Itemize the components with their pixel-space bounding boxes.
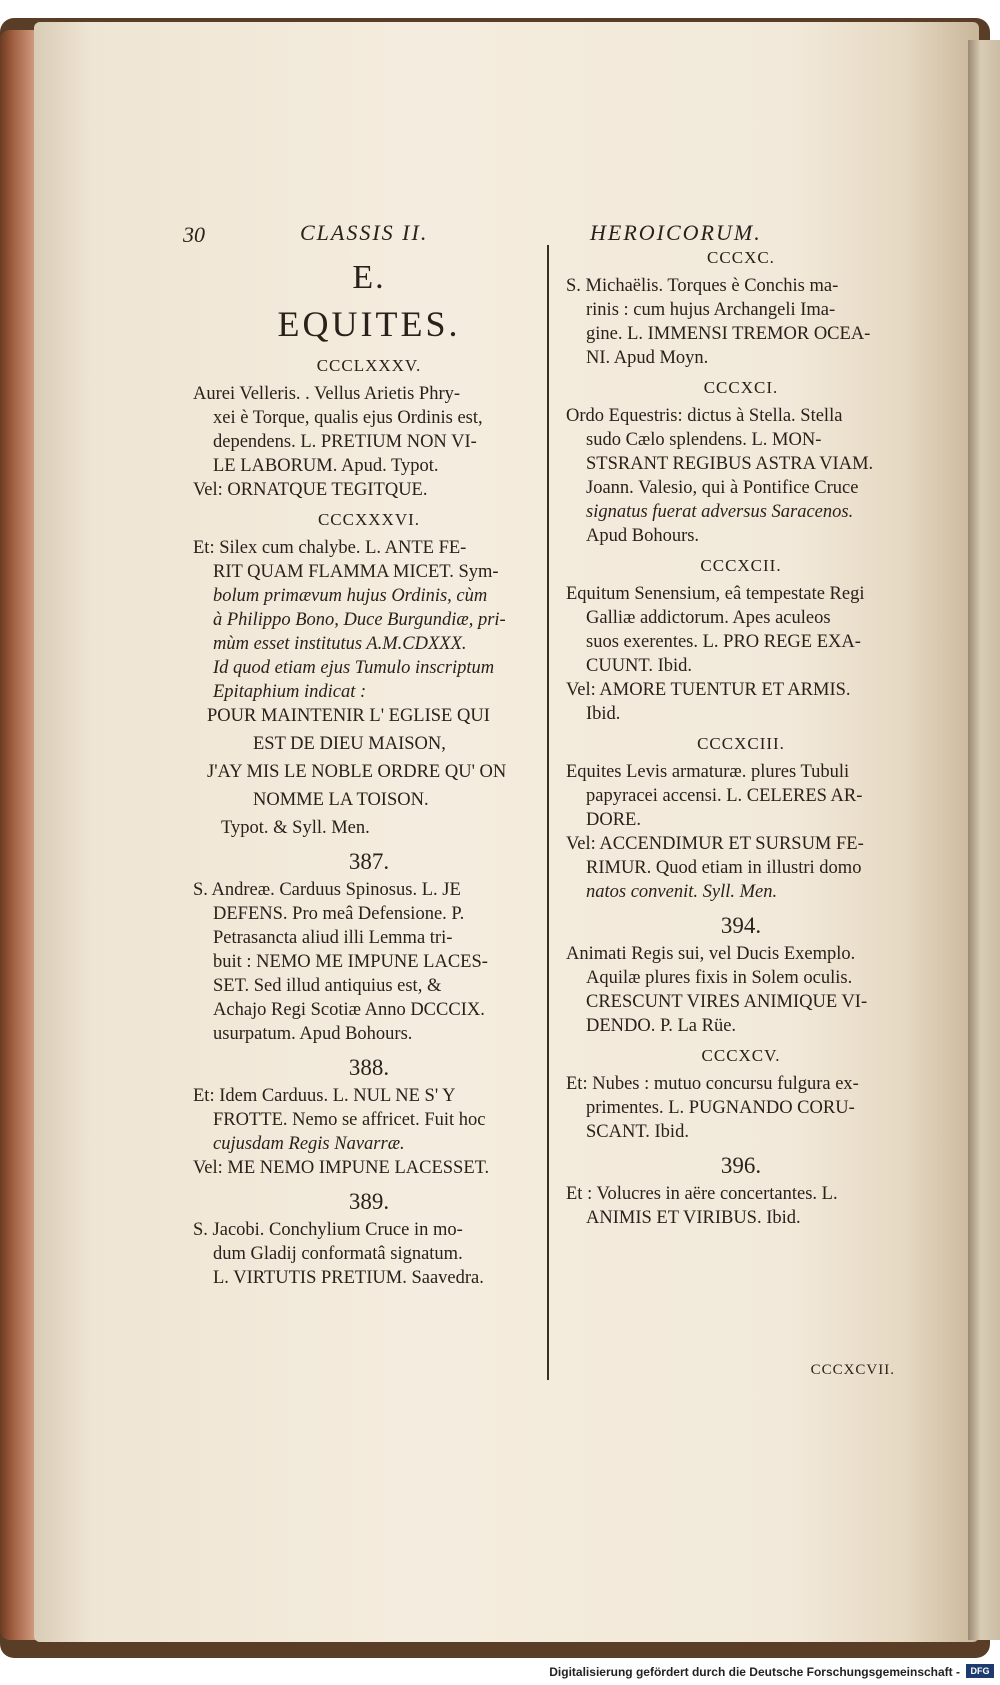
entry-line: S. Jacobi. Conchylium Cruce in mo- [193, 1220, 463, 1240]
entry-line: SCANT. Ibid. [586, 1122, 689, 1142]
entry-line: Et: Nubes : mutuo concursu fulgura ex- [566, 1074, 859, 1094]
epitaph-line: EST DE DIEU MAISON, [253, 734, 446, 754]
entry-line: Achajo Regi Scotiæ Anno DCCCIX. [213, 1000, 485, 1020]
entry-line: Petrasancta aliud illi Lemma tri- [213, 928, 453, 948]
entry-line: CRESCUNT VIRES ANIMIQUE VI- [586, 992, 868, 1012]
entry-number: CCCXCV. [701, 1046, 781, 1065]
entry-line: bolum primævum hujus Ordinis, cùm [213, 586, 488, 606]
entry-line: dependens. L. PRETIUM NON VI- [213, 432, 477, 452]
page-number: 30 [183, 222, 205, 247]
epitaph-source: Typot. & Syll. Men. [221, 818, 370, 838]
entry-number: 387. [348, 849, 390, 874]
entry-line: L. VIRTUTIS PRETIUM. Saavedra. [213, 1268, 484, 1288]
entry-386 [193, 536, 545, 840]
dfg-logo: DFG [966, 1664, 994, 1678]
entry-line: Apud Bohours. [586, 526, 700, 546]
entry-line: suos exerentes. L. PRO REGE EXA- [586, 632, 861, 652]
funding-credit: Digitalisierung gefördert durch die Deutsche Forschungsgemeinschaft - [549, 1665, 960, 1679]
entry-line: Equitum Senensium, eâ tempestate Regi [566, 584, 865, 604]
entry-line: à Philippo Bono, Duce Burgundiæ, pri- [213, 610, 506, 630]
entry-line: rinis : cum hujus Archangeli Ima- [586, 300, 836, 320]
section-letter: E. [352, 259, 386, 296]
page-edges [0, 30, 38, 1640]
entry-line: DEFENS. Pro meâ Defensione. P. [213, 904, 465, 924]
entry-388 [193, 1084, 545, 1180]
catchword: CCCXCVII. [810, 1362, 895, 1378]
facing-page-edge [968, 40, 1000, 1640]
epitaph-line: J'AY MIS LE NOBLE ORDRE QU' ON [207, 762, 507, 782]
entry-387 [193, 878, 545, 1046]
entry-line: S. Andreæ. Carduus Spinosus. L. JE [193, 880, 461, 900]
entry-line: Galliæ addictorum. Apes aculeos [586, 608, 831, 628]
entry-number: CCCXCIII. [697, 734, 785, 753]
entry-line: FROTTE. Nemo se affricet. Fuit hoc [213, 1110, 486, 1130]
entry-line: xei è Torque, qualis ejus Ordinis est, [213, 408, 483, 428]
section-title: EQUITES. [277, 304, 461, 344]
entry-number: CCCXXXVI. [317, 510, 421, 529]
entry-line: Vel: AMORE TUENTUR ET ARMIS. [566, 680, 851, 700]
entry-number: 394. [720, 913, 762, 938]
entry-393 [566, 760, 916, 904]
entry-number: 389. [348, 1189, 390, 1214]
entry-390 [566, 274, 916, 370]
entry-line: Joann. Valesio, qui à Pontifice Cruce [586, 478, 859, 498]
entry-line: ANIMIS ET VIRIBUS. Ibid. [586, 1208, 801, 1228]
entry-line: Et: Silex cum chalybe. L. ANTE FE- [193, 538, 467, 558]
entry-number: CCCXCII. [700, 556, 782, 575]
entry-line: sudo Cælo splendens. L. MON- [586, 430, 822, 450]
entry-line: usurpatum. Apud Bohours. [213, 1024, 413, 1044]
entry-line: Et : Volucres in aëre concertantes. L. [566, 1184, 838, 1204]
entry-385 [193, 382, 545, 502]
entry-line: Equites Levis armaturæ. plures Tubuli [566, 762, 850, 782]
entry-number: 396. [720, 1153, 762, 1178]
entry-line: signatus fuerat adversus Saracenos. [586, 502, 854, 522]
entry-395 [566, 1072, 916, 1144]
epitaph-line: POUR MAINTENIR L' EGLISE QUI [207, 706, 490, 726]
entry-line: Vel: ACCENDIMUR ET SURSUM FE- [566, 834, 864, 854]
running-head-left: CLASSIS II. [300, 220, 429, 245]
entry-line: primentes. L. PUGNANDO CORU- [586, 1098, 855, 1118]
entry-line: SET. Sed illud antiquius est, & [213, 976, 442, 996]
entry-line: Aurei Velleris. . Vellus Arietis Phry- [193, 384, 461, 404]
entry-line: Id quod etiam ejus Tumulo inscriptum [213, 658, 495, 678]
entry-line: Vel: ME NEMO IMPUNE LACESSET. [193, 1158, 490, 1178]
entry-391 [566, 404, 916, 548]
entry-line: papyracei accensi. L. CELERES AR- [586, 786, 863, 806]
entry-line: cujusdam Regis Navarræ. [213, 1134, 405, 1154]
entry-line: Et: Idem Carduus. L. NUL NE S' Y [193, 1086, 456, 1106]
entry-line: natos convenit. Syll. Men. [586, 882, 778, 902]
entry-number: CCCXC. [707, 248, 775, 267]
entry-396 [566, 1182, 916, 1230]
entry-line: NI. Apud Moyn. [586, 348, 709, 368]
left-column [193, 256, 545, 1296]
entry-line: RIMUR. Quod etiam in illustri domo [586, 858, 862, 878]
entry-line: mùm esset institutus A.M.CDXXX. [213, 634, 467, 654]
entry-line: Vel: ORNATQUE TEGITQUE. [193, 480, 428, 500]
entry-389 [193, 1218, 545, 1290]
entry-line: RIT QUAM FLAMMA MICET. Sym- [213, 562, 499, 582]
entry-number: 388. [348, 1055, 390, 1080]
entry-number: CCCXCI. [703, 378, 779, 397]
entry-line: buit : NEMO ME IMPUNE LACES- [213, 952, 488, 972]
column-rule [547, 245, 549, 1380]
entry-line: Ibid. [586, 704, 621, 724]
entry-line: DENDO. P. La Rüe. [586, 1016, 737, 1036]
entry-line: Aquilæ plures fixis in Solem oculis. [586, 968, 853, 988]
entry-number: CCCLXXXV. [316, 356, 422, 375]
running-head-right: HEROICORUM. [590, 220, 762, 245]
entry-392 [566, 582, 916, 726]
entry-line: Animati Regis sui, vel Ducis Exemplo. [566, 944, 856, 964]
entry-line: STSRANT REGIBUS ASTRA VIAM. [586, 454, 874, 474]
entry-line: LE LABORUM. Apud. Typot. [213, 456, 439, 476]
entry-line: Ordo Equestris: dictus à Stella. Stella [566, 406, 843, 426]
entry-line: DORE. [586, 810, 641, 830]
entry-line: dum Gladij conformatâ signatum. [213, 1244, 463, 1264]
entry-line: Epitaphium indicat : [213, 682, 367, 702]
entry-line: gine. L. IMMENSI TREMOR OCEA- [586, 324, 871, 344]
entry-line: S. Michaëlis. Torques è Conchis ma- [566, 276, 839, 296]
entry-394 [566, 942, 916, 1038]
right-column [566, 240, 916, 1236]
entry-line: CUUNT. Ibid. [586, 656, 693, 676]
epitaph-line: NOMME LA TOISON. [253, 790, 429, 810]
